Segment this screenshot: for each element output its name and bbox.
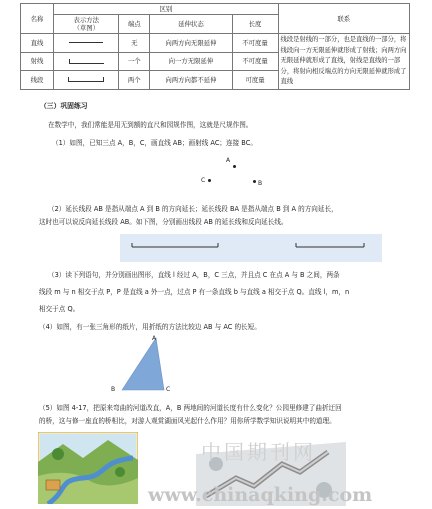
point-c — [208, 179, 211, 182]
segments-svg — [120, 234, 382, 262]
row-length: 不可度量 — [232, 34, 278, 53]
point-b — [253, 180, 256, 183]
row-endpoints: 两个 — [119, 71, 150, 90]
row-extension: 向两方向无限延伸 — [150, 34, 232, 53]
header-connection: 联系 — [278, 4, 409, 34]
table-row — [21, 34, 410, 53]
watermark-url: www.chinaqking.com — [148, 484, 373, 506]
point-b-label: B — [258, 180, 263, 187]
point-c-label: C — [201, 177, 206, 184]
section-intro: 在数学中，我们常能是用无到额的直尺和园规作图，这就是尺规作图。 — [48, 121, 253, 129]
row-name: 线段 — [21, 71, 54, 90]
row-endpoints: 一个 — [119, 52, 150, 71]
segment-sketch — [54, 71, 119, 90]
subheader-endpoints: 端点 — [119, 15, 150, 34]
river-landscape-illustration — [38, 432, 138, 504]
question-1: （1）如图，已知三点 A，B，C，画直线 AB；画射线 AC；连接 BC。 — [52, 139, 257, 147]
row-name: 射线 — [21, 52, 54, 71]
section-title: （三）巩固练习 — [40, 102, 88, 110]
row-name: 直线 — [21, 34, 54, 53]
subheader-extension: 延伸状态 — [150, 15, 232, 34]
comparison-table — [20, 3, 410, 90]
row-length: 可度量 — [232, 71, 278, 90]
watermark-cn: 中国期刊网 — [201, 440, 316, 464]
triangle-label-b: B — [111, 386, 116, 393]
question-5-line-1: （5）如图 4-17，把原来弯曲的河道改直，A，B 两地间的河道长度有什么变化？公园里修建了曲折迂回 — [39, 404, 342, 412]
question-4: （4）如图，有一张三角形的纸片，用折纸的方法比较边 AB 与 AC 的长短。 — [39, 323, 261, 331]
question-2-line-1: （2）延长线段 AB 是指从端点 A 到 B 的方向延长；延长线段 BA 是指从端点 B 到 A 的方向延长， — [48, 205, 338, 213]
point-a — [233, 165, 236, 168]
triangle-label-a: A — [152, 335, 157, 342]
segment-figure-panel — [120, 234, 382, 262]
row-extension: 向一方无限延伸 — [150, 52, 232, 71]
point-a-label: A — [226, 157, 231, 164]
triangle-svg — [118, 334, 170, 394]
row-length: 不可度量 — [232, 52, 278, 71]
connection-note: 线段是射线的一部分，也是直线的一部分，将线段向一方无限延伸就形成了射线；向两方向无限延伸就形成了直线，射线是直线的一部分，将射向相反端点的方向无限延伸就形成了直线 — [278, 34, 409, 90]
row-extension: 向两方向都不延伸 — [150, 71, 232, 90]
header-name: 名称 — [21, 4, 54, 34]
triangle-label-c: C — [166, 386, 171, 393]
question-3-line-3: 相交于点 Q。 — [39, 305, 80, 313]
line-sketch — [54, 34, 119, 53]
question-3-line-1: （3）读下列语句，并分别画出图形，直线 l 经过 A，B，C 三点，并且点 C 在点 A 与 B 之间，两条 — [48, 271, 340, 279]
subheader-notation: 表示方法 （草图） — [54, 15, 119, 34]
question-5-line-2: 的桥，这与修一座直的桥相比，对游人观赏湖面风光起什么作用？用你所学数学知识说明其中的道理。 — [39, 417, 336, 425]
row-endpoints: 无 — [119, 34, 150, 53]
question-2-line-2: 这时也可以说反向延长线段 AB。如下图，分别画出线段 AB 的延长线和反向延长线。 — [39, 218, 288, 226]
header-difference: 区别 — [54, 4, 278, 15]
ray-sketch — [54, 52, 119, 71]
question-3-line-2: 线段 m 与 n 相交于点 P，P 是直线 a 外一点，过点 P 有一条直线 b 与直线 a 相交于点 Q。直线 l，m，n — [39, 288, 350, 296]
subheader-length: 长度 — [232, 15, 278, 34]
